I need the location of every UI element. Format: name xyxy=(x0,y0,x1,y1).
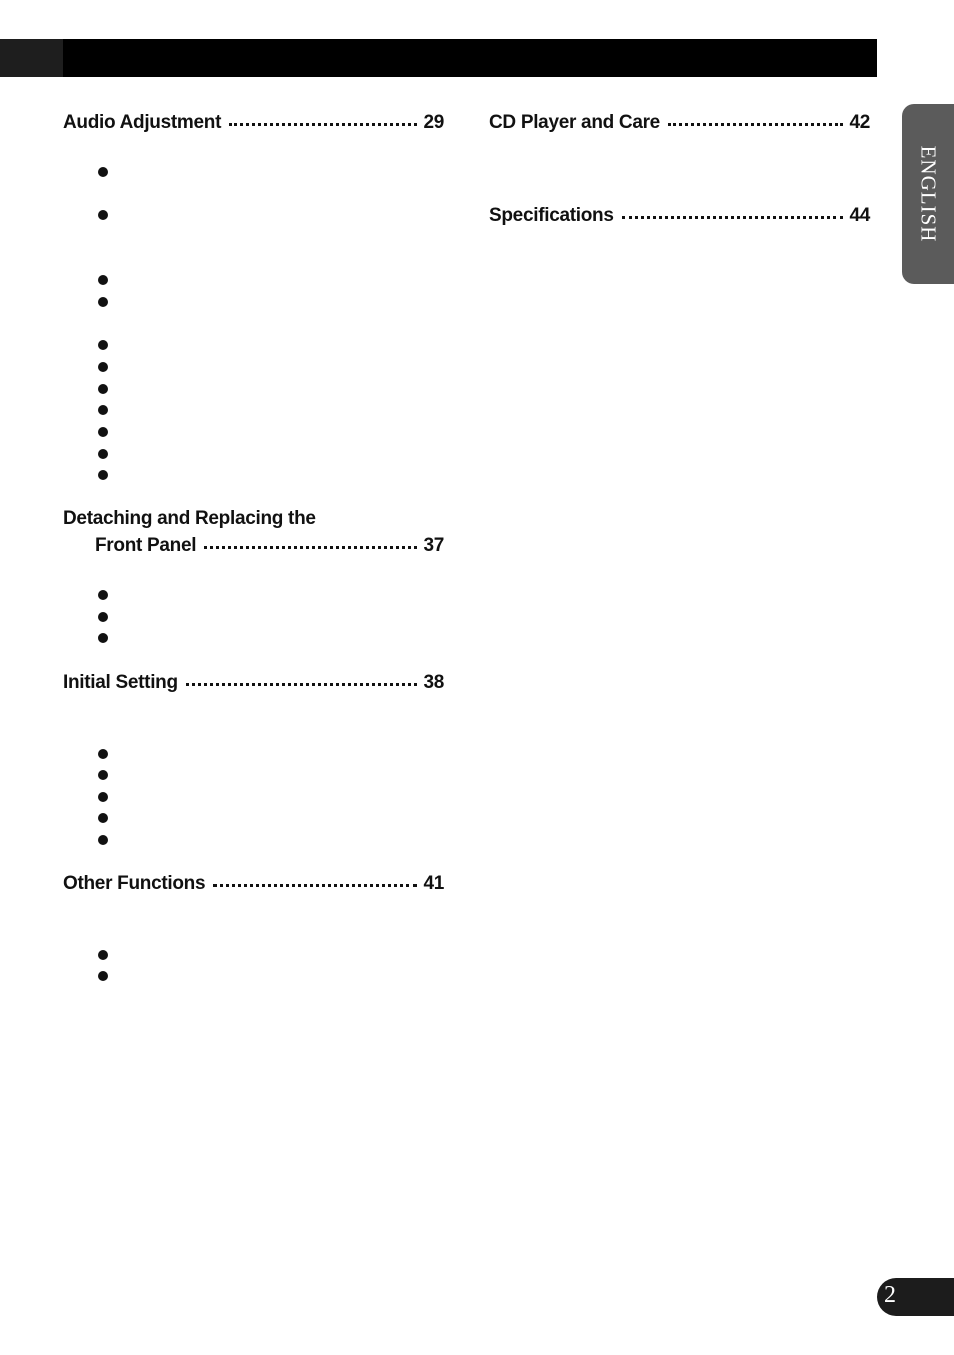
toc-entry-initial-setting[interactable] xyxy=(63,672,444,694)
page-number-tab xyxy=(877,1278,954,1316)
dot-leader xyxy=(213,881,417,887)
bullet-icon xyxy=(98,770,108,780)
bullet-icon xyxy=(98,835,108,845)
header-bar xyxy=(0,39,877,77)
toc-entry-page: 38 xyxy=(423,672,444,693)
dot-leader xyxy=(204,543,417,549)
bullet-icon xyxy=(98,167,108,177)
header-accent-block xyxy=(0,39,63,77)
bullet-icon xyxy=(98,210,108,220)
bullet-icon xyxy=(98,449,108,459)
page-number: 2 xyxy=(884,1282,896,1308)
bullet-icon xyxy=(98,749,108,759)
toc-entry-title: CD Player and Care xyxy=(489,112,660,133)
toc-entry-detaching[interactable] xyxy=(95,535,444,557)
toc-entry-title: Front Panel xyxy=(95,535,197,556)
bullet-icon xyxy=(98,340,108,350)
bullet-icon xyxy=(98,384,108,394)
language-tab-label: ENGLISH xyxy=(916,145,941,243)
dot-leader xyxy=(668,120,843,126)
bullet-icon xyxy=(98,633,108,643)
toc-entry-detaching-line1[interactable]: Detaching and Replacing the xyxy=(63,508,316,529)
language-tab xyxy=(902,104,954,284)
bullet-icon xyxy=(98,427,108,437)
toc-entry-specifications[interactable] xyxy=(489,205,870,227)
toc-entry-title: Specifications xyxy=(489,205,614,226)
toc-entry-page: 41 xyxy=(423,873,444,894)
toc-entry-other-functions[interactable] xyxy=(63,873,444,895)
toc-entry-title: Initial Setting xyxy=(63,672,178,693)
bullet-icon xyxy=(98,362,108,372)
bullet-icon xyxy=(98,470,108,480)
bullet-icon xyxy=(98,590,108,600)
bullet-icon xyxy=(98,297,108,307)
toc-entry-page: 44 xyxy=(849,205,870,226)
bullet-icon xyxy=(98,950,108,960)
bullet-icon xyxy=(98,612,108,622)
bullet-icon xyxy=(98,792,108,802)
bullet-icon xyxy=(98,275,108,285)
bullet-icon xyxy=(98,813,108,823)
bullet-icon xyxy=(98,971,108,981)
toc-entry-cd-player[interactable] xyxy=(489,112,870,134)
toc-entry-page: 29 xyxy=(423,112,444,133)
toc-entry-title: Other Functions xyxy=(63,873,206,894)
toc-entry-page: 42 xyxy=(849,112,870,133)
toc-entry-page: 37 xyxy=(423,535,444,556)
toc-entry-audio-adjustment[interactable] xyxy=(63,112,444,134)
dot-leader xyxy=(229,120,417,126)
dot-leader xyxy=(622,213,844,219)
toc-entry-title: Audio Adjustment xyxy=(63,112,222,133)
dot-leader xyxy=(186,680,418,686)
bullet-icon xyxy=(98,405,108,415)
